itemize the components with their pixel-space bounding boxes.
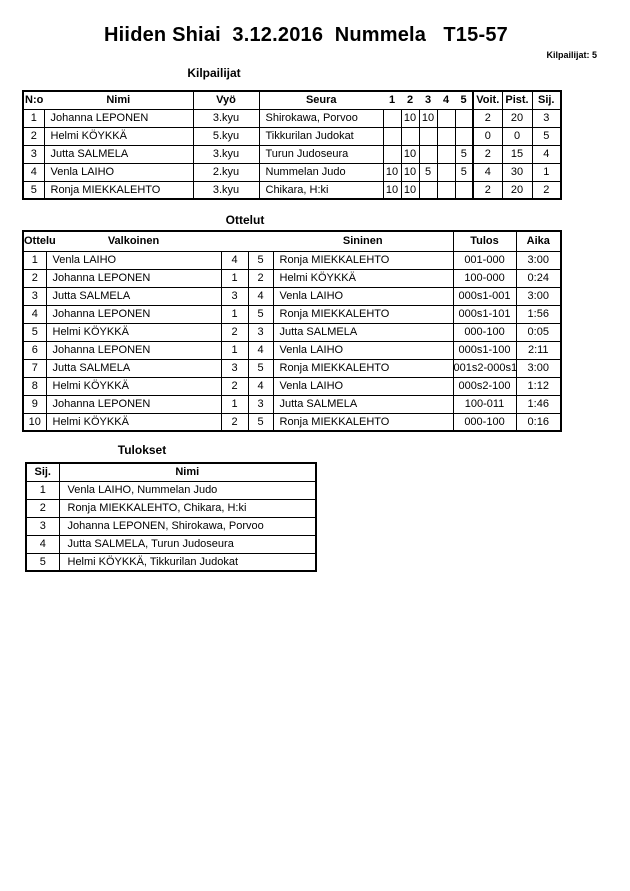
result-row <box>26 499 316 517</box>
ottelut-header-row <box>23 231 561 251</box>
cell-placement: 5 <box>26 553 59 571</box>
cell-match-number: 9 <box>23 395 46 413</box>
cell-white-name: Johanna LEPONEN <box>46 305 221 323</box>
cell-blue-number: 5 <box>248 359 273 377</box>
cell-result: 001-000 <box>453 251 516 269</box>
cell-result: 000s1-100 <box>453 341 516 359</box>
cell-time: 1:12 <box>516 377 561 395</box>
cell-seura: Turun Judoseura <box>259 145 383 163</box>
cell-sij: 2 <box>532 181 561 199</box>
cell-voit: 2 <box>473 145 502 163</box>
cell-score-5 <box>455 181 473 199</box>
page-title: Hiiden Shiai 3.12.2016 Nummela T15-57 <box>104 24 508 46</box>
cell-vyo: 5.kyu <box>193 127 259 145</box>
cell-result: 000s1-101 <box>453 305 516 323</box>
cell-name-club: Jutta SALMELA, Turun Judoseura <box>59 535 316 553</box>
cell-blue-name: Ronja MIEKKALEHTO <box>273 305 453 323</box>
cell-white-number: 2 <box>221 413 248 431</box>
cell-white-number: 1 <box>221 395 248 413</box>
cell-white-name: Johanna LEPONEN <box>46 395 221 413</box>
col-header-ottelu: Ottelu <box>23 231 46 251</box>
cell-seura: Chikara, H:ki <box>259 181 383 199</box>
cell-time: 1:46 <box>516 395 561 413</box>
cell-vyo: 3.kyu <box>193 109 259 127</box>
cell-name-club: Ronja MIEKKALEHTO, Chikara, H:ki <box>59 499 316 517</box>
cell-score-5: 5 <box>455 145 473 163</box>
col-header-sij: Sij. <box>532 91 561 109</box>
cell-placement: 4 <box>26 535 59 553</box>
cell-time: 1:56 <box>516 305 561 323</box>
cell-blue-name: Helmi KÖYKKÄ <box>273 269 453 287</box>
cell-pist: 0 <box>502 127 532 145</box>
match-row <box>23 377 561 395</box>
cell-blue-number: 5 <box>248 413 273 431</box>
match-row <box>23 395 561 413</box>
cell-sij: 5 <box>532 127 561 145</box>
cell-pist: 15 <box>502 145 532 163</box>
cell-score-1: 10 <box>383 181 401 199</box>
cell-no: 5 <box>23 181 44 199</box>
cell-score-4 <box>437 181 455 199</box>
cell-nimi: Jutta SALMELA <box>44 145 193 163</box>
cell-result: 001s2-000s1 <box>453 359 516 377</box>
cell-no: 2 <box>23 127 44 145</box>
cell-score-4 <box>437 145 455 163</box>
cell-placement: 1 <box>26 481 59 499</box>
cell-match-number: 3 <box>23 287 46 305</box>
result-row <box>26 481 316 499</box>
cell-blue-number: 4 <box>248 377 273 395</box>
col-header-nimi: Nimi <box>44 91 193 109</box>
match-row <box>23 269 561 287</box>
cell-white-number: 2 <box>221 377 248 395</box>
cell-sij: 3 <box>532 109 561 127</box>
cell-blue-name: Ronja MIEKKALEHTO <box>273 413 453 431</box>
col-header-aika: Aika <box>516 231 561 251</box>
cell-blue-number: 4 <box>248 341 273 359</box>
cell-placement: 3 <box>26 517 59 535</box>
cell-vyo: 2.kyu <box>193 163 259 181</box>
col-header-vyo: Vyö <box>193 91 259 109</box>
cell-score-1 <box>383 127 401 145</box>
cell-white-number: 2 <box>221 323 248 341</box>
cell-score-1: 10 <box>383 163 401 181</box>
cell-result: 100-000 <box>453 269 516 287</box>
cell-blue-name: Venla LAIHO <box>273 341 453 359</box>
cell-score-3 <box>419 145 437 163</box>
cell-pist: 20 <box>502 109 532 127</box>
cell-blue-number: 4 <box>248 287 273 305</box>
competitors-count-label: Kilpailijat: 5 <box>546 50 597 60</box>
cell-white-number: 1 <box>221 269 248 287</box>
match-row <box>23 305 561 323</box>
match-row <box>23 251 561 269</box>
col-header-tulos: Tulos <box>453 231 516 251</box>
cell-seura: Shirokawa, Porvoo <box>259 109 383 127</box>
cell-blue-number: 3 <box>248 395 273 413</box>
cell-match-number: 10 <box>23 413 46 431</box>
cell-blue-name: Venla LAIHO <box>273 287 453 305</box>
cell-white-name: Johanna LEPONEN <box>46 341 221 359</box>
cell-sij: 1 <box>532 163 561 181</box>
cell-no: 1 <box>23 109 44 127</box>
cell-vyo: 3.kyu <box>193 145 259 163</box>
cell-result: 000s2-100 <box>453 377 516 395</box>
col-header-valkoinen: Valkoinen <box>46 231 221 251</box>
col-header-sininen: Sininen <box>273 231 453 251</box>
col-header-seura: Seura <box>259 91 383 109</box>
cell-score-3 <box>419 127 437 145</box>
cell-score-3: 5 <box>419 163 437 181</box>
cell-score-5 <box>455 109 473 127</box>
col-header-no: N:o <box>23 91 44 109</box>
cell-white-number: 1 <box>221 305 248 323</box>
competitor-row <box>23 181 561 199</box>
cell-white-name: Helmi KÖYKKÄ <box>46 323 221 341</box>
cell-score-3: 10 <box>419 109 437 127</box>
cell-white-name: Helmi KÖYKKÄ <box>46 377 221 395</box>
cell-white-name: Helmi KÖYKKÄ <box>46 413 221 431</box>
cell-name-club: Johanna LEPONEN, Shirokawa, Porvoo <box>59 517 316 535</box>
cell-voit: 2 <box>473 109 502 127</box>
cell-score-3 <box>419 181 437 199</box>
cell-blue-number: 5 <box>248 251 273 269</box>
match-row <box>23 287 561 305</box>
cell-score-1 <box>383 145 401 163</box>
cell-time: 0:05 <box>516 323 561 341</box>
cell-time: 3:00 <box>516 359 561 377</box>
cell-nimi: Helmi KÖYKKÄ <box>44 127 193 145</box>
cell-score-5: 5 <box>455 163 473 181</box>
cell-blue-name: Jutta SALMELA <box>273 395 453 413</box>
match-row <box>23 323 561 341</box>
col-header-round-1: 1 <box>383 91 401 109</box>
cell-placement: 2 <box>26 499 59 517</box>
cell-vyo: 3.kyu <box>193 181 259 199</box>
tulokset-section-heading: Tulokset <box>117 443 167 457</box>
cell-score-4 <box>437 109 455 127</box>
cell-result: 000-100 <box>453 323 516 341</box>
cell-no: 4 <box>23 163 44 181</box>
cell-voit: 0 <box>473 127 502 145</box>
col-header-blue-number <box>248 231 273 251</box>
match-row <box>23 341 561 359</box>
cell-blue-name: Ronja MIEKKALEHTO <box>273 251 453 269</box>
cell-blue-number: 3 <box>248 323 273 341</box>
cell-blue-name: Ronja MIEKKALEHTO <box>273 359 453 377</box>
cell-no: 3 <box>23 145 44 163</box>
col-header-round-4: 4 <box>437 91 455 109</box>
cell-score-2: 10 <box>401 145 419 163</box>
col-header-sij: Sij. <box>26 463 59 481</box>
cell-time: 3:00 <box>516 251 561 269</box>
competitor-row <box>23 127 561 145</box>
result-row <box>26 517 316 535</box>
tulokset-table <box>25 462 317 572</box>
competitor-row <box>23 163 561 181</box>
cell-score-2: 10 <box>401 109 419 127</box>
result-row <box>26 535 316 553</box>
cell-blue-name: Jutta SALMELA <box>273 323 453 341</box>
cell-pist: 20 <box>502 181 532 199</box>
cell-white-number: 3 <box>221 359 248 377</box>
result-row <box>26 553 316 571</box>
cell-blue-name: Venla LAIHO <box>273 377 453 395</box>
cell-time: 0:24 <box>516 269 561 287</box>
cell-voit: 2 <box>473 181 502 199</box>
cell-white-name: Jutta SALMELA <box>46 359 221 377</box>
cell-score-4 <box>437 127 455 145</box>
cell-match-number: 8 <box>23 377 46 395</box>
kilpailijat-header-row <box>23 91 561 109</box>
col-header-white-number <box>221 231 248 251</box>
cell-score-2: 10 <box>401 163 419 181</box>
kilpailijat-section-heading: Kilpailijat <box>187 66 241 80</box>
cell-blue-number: 5 <box>248 305 273 323</box>
col-header-round-5: 5 <box>455 91 473 109</box>
tulokset-header-row <box>26 463 316 481</box>
cell-name-club: Helmi KÖYKKÄ, Tikkurilan Judokat <box>59 553 316 571</box>
cell-score-1 <box>383 109 401 127</box>
col-header-pist: Pist. <box>502 91 532 109</box>
cell-nimi: Ronja MIEKKALEHTO <box>44 181 193 199</box>
cell-white-name: Jutta SALMELA <box>46 287 221 305</box>
cell-match-number: 1 <box>23 251 46 269</box>
cell-voit: 4 <box>473 163 502 181</box>
cell-nimi: Venla LAIHO <box>44 163 193 181</box>
cell-white-number: 3 <box>221 287 248 305</box>
cell-score-2 <box>401 127 419 145</box>
cell-name-club: Venla LAIHO, Nummelan Judo <box>59 481 316 499</box>
cell-white-number: 4 <box>221 251 248 269</box>
kilpailijat-table <box>22 90 562 200</box>
cell-match-number: 5 <box>23 323 46 341</box>
col-header-voit: Voit. <box>473 91 502 109</box>
competitor-row <box>23 145 561 163</box>
col-header-round-2: 2 <box>401 91 419 109</box>
cell-score-5 <box>455 127 473 145</box>
match-row <box>23 413 561 431</box>
cell-seura: Nummelan Judo <box>259 163 383 181</box>
cell-result: 100-011 <box>453 395 516 413</box>
cell-result: 000s1-001 <box>453 287 516 305</box>
col-header-round-3: 3 <box>419 91 437 109</box>
ottelut-table <box>22 230 562 432</box>
cell-match-number: 2 <box>23 269 46 287</box>
cell-result: 000-100 <box>453 413 516 431</box>
cell-blue-number: 2 <box>248 269 273 287</box>
col-header-nimi: Nimi <box>59 463 316 481</box>
ottelut-section-heading: Ottelut <box>225 213 265 227</box>
competitor-row <box>23 109 561 127</box>
cell-white-name: Venla LAIHO <box>46 251 221 269</box>
cell-time: 2:11 <box>516 341 561 359</box>
cell-white-number: 1 <box>221 341 248 359</box>
cell-white-name: Johanna LEPONEN <box>46 269 221 287</box>
match-row <box>23 359 561 377</box>
cell-time: 3:00 <box>516 287 561 305</box>
cell-match-number: 7 <box>23 359 46 377</box>
cell-score-2: 10 <box>401 181 419 199</box>
cell-nimi: Johanna LEPONEN <box>44 109 193 127</box>
cell-pist: 30 <box>502 163 532 181</box>
cell-seura: Tikkurilan Judokat <box>259 127 383 145</box>
cell-score-4 <box>437 163 455 181</box>
cell-sij: 4 <box>532 145 561 163</box>
cell-match-number: 4 <box>23 305 46 323</box>
cell-match-number: 6 <box>23 341 46 359</box>
cell-time: 0:16 <box>516 413 561 431</box>
